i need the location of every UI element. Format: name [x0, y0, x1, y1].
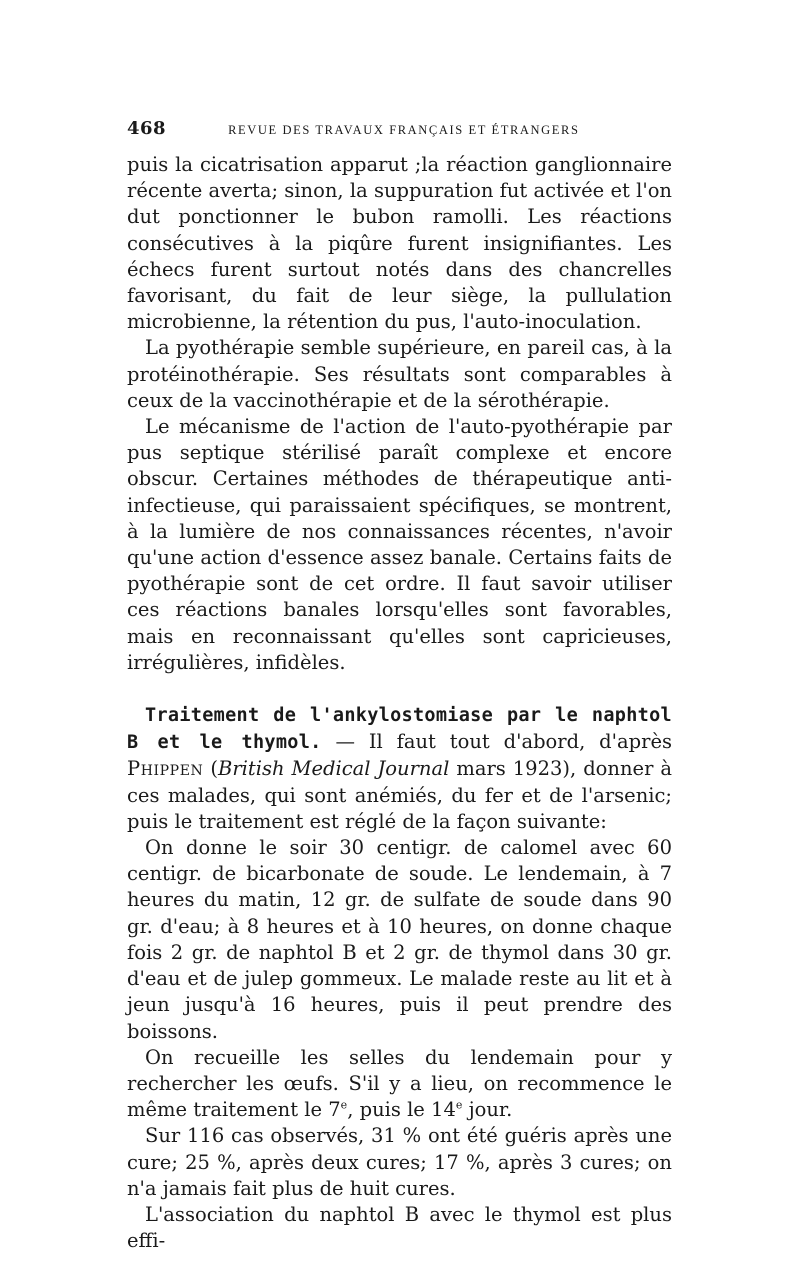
section-intro-text-c: mars 1923), donner à ces malades, qui sont anémiés, du fer et de l'arsenic; puis le traitement est réglé de la façon suivante:	[127, 757, 673, 833]
section-intro-text-a: — Il faut tout d'abord, d'après	[321, 730, 672, 754]
page-body	[127, 152, 672, 1254]
running-head: REVUE DES TRAVAUX FRANÇAIS ET ÉTRANGERS	[228, 123, 580, 137]
journal-title: British Medical Journal	[217, 757, 450, 781]
selles-text-b: , puis le 14	[347, 1098, 456, 1122]
paragraph-association: L'association du naphtol B avec le thymol est plus effi-	[127, 1202, 672, 1253]
ordinal-sup-1: e	[340, 1098, 348, 1112]
page-number: 468	[127, 118, 167, 139]
paragraph-mecanisme: Le mécanisme de l'action de l'auto-pyothérapie par pus septique stérilisé paraît complexe et encore obscur. Certaines méthodes de thérapeutique anti-infectieuse, qui paraissaient spécifiques, se montrent, à la lumière de nos connaissances récentes, n'avoir qu'une action d'essence assez banale. Certains faits de pyothérapie sont de cet ordre. Il faut savoir utiliser ces réactions banales lorsqu'elles sont favorables, mais en reconnaissant qu'elles sont capricieuses, irrégulières, infidèles.	[127, 415, 672, 674]
paragraph-protocole: On donne le soir 30 centigr. de calomel avec 60 centigr. de bicarbonate de soude. Le lendemain, à 7 heures du matin, 12 gr. de sulfate de soude dans 90 gr. d'eau; à 8 heures et à 10 heures, on donne chaque fois 2 gr. de naphtol B et 2 gr. de thymol dans 30 gr. d'eau et de julep gommeux. Le malade reste au lit et à jeun jusqu'à 16 heures, puis il peut prendre des boissons.	[127, 836, 672, 1043]
paragraph-selles	[127, 1045, 672, 1124]
page-header	[127, 118, 672, 139]
section-heading: Traitement de l'ankylostomiase par le naphtol B et le thymol.	[127, 705, 672, 754]
author-name: Phippen	[127, 757, 204, 781]
selles-text-a: On recueille les selles du lendemain pour y rechercher les œufs. S'il y a lieu, on recommence le même traitement le 7	[127, 1045, 672, 1122]
paragraph-pyotherapie: La pyothérapie semble supérieure, en pareil cas, à la protéinothérapie. Ses résultats sont comparables à ceux de la vaccinothérapie et de la sérothérapie.	[127, 336, 672, 412]
section-intro-paragraph	[127, 702, 672, 835]
section-divider	[127, 676, 672, 702]
paragraph-continuation: puis la cicatrisation apparut ;la réaction ganglionnaire récente averta; sinon, la suppuration fut activée et l'on dut ponctionner le bubon ramolli. Les réactions consécutives à la piqûre furent insignifiantes. Les échecs furent surtout notés dans des chancrelles favorisant, du fait de leur siège, la pullulation microbienne, la rétention du pus, l'auto-inoculation.	[127, 153, 672, 334]
selles-text-c: jour.	[462, 1098, 513, 1122]
section-intro-text-b: (	[203, 757, 218, 781]
paragraph-resultats: Sur 116 cas observés, 31 % ont été guéris après une cure; 25 %, après deux cures; 17 %, après 3 cures; on n'a jamais fait plus de huit cures.	[127, 1124, 672, 1200]
ordinal-sup-2: e	[455, 1098, 463, 1112]
